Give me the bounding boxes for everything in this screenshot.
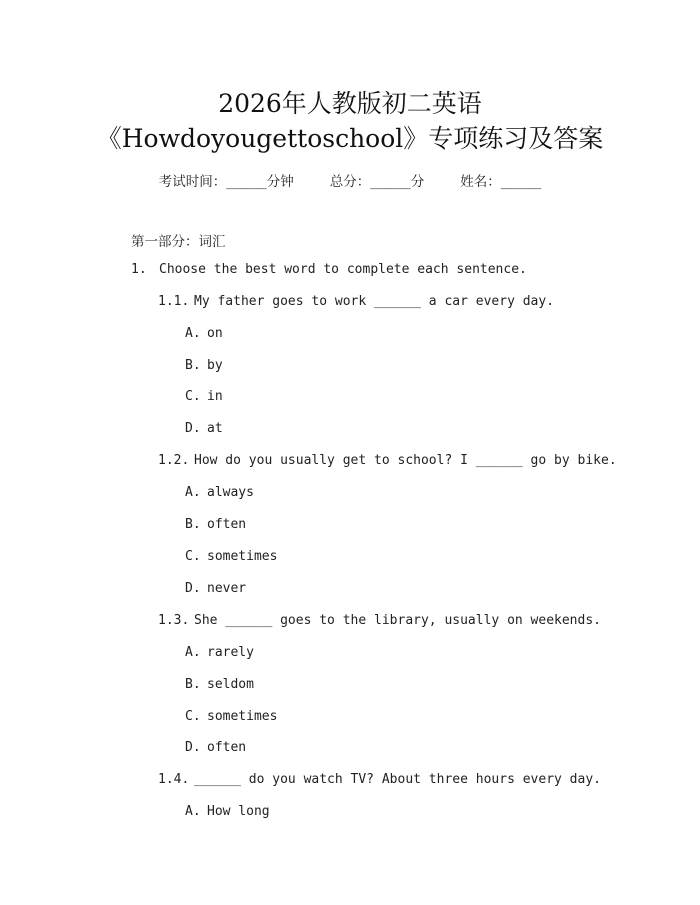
option-letter: B. [185, 517, 201, 532]
option[interactable] [185, 677, 254, 692]
subquestion-text: How do you usually get to school? I ______ go by bike. [194, 453, 617, 468]
option-letter: B. [185, 358, 201, 373]
option-letter: B. [185, 677, 201, 692]
option[interactable] [185, 517, 246, 532]
option-letter: D. [185, 740, 201, 755]
option-text: seldom [207, 677, 254, 692]
option[interactable] [185, 804, 270, 819]
option-text: on [207, 326, 223, 341]
title-line-1: 2026年人教版初二英语 [218, 89, 482, 118]
exam-time: 考试时间：______分钟 [158, 174, 294, 190]
option-letter: A. [185, 645, 201, 660]
option-letter: A. [185, 804, 201, 819]
section-heading: 第一部分：词汇 [131, 234, 226, 250]
option-text: never [207, 581, 247, 596]
option[interactable] [185, 358, 223, 373]
option-text: sometimes [207, 549, 278, 564]
option[interactable] [185, 326, 223, 341]
option-letter: C. [185, 389, 201, 404]
subquestion-number: 1.4. [158, 772, 190, 787]
option[interactable] [185, 740, 246, 755]
option-letter: C. [185, 549, 201, 564]
subquestion [158, 294, 554, 309]
question-1 [131, 262, 527, 277]
subquestion-text: She ______ goes to the library, usually on weekends. [194, 613, 601, 628]
question-number: 1. [131, 262, 147, 277]
title-line-2: 《Howdoyougettoschool》专项练习及答案 [96, 124, 604, 153]
subquestion-number: 1.2. [158, 453, 190, 468]
subquestion-text: ______ do you watch TV? About three hours every day. [194, 772, 601, 787]
option-text: How long [207, 804, 270, 819]
option[interactable] [185, 581, 246, 596]
subquestion-number: 1.1. [158, 294, 190, 309]
option-text: by [207, 358, 223, 373]
option[interactable] [185, 389, 223, 404]
option[interactable] [185, 549, 277, 564]
subquestion-text: My father goes to work ______ a car every day. [194, 294, 555, 309]
option-letter: D. [185, 421, 201, 436]
option-text: in [207, 389, 223, 404]
option[interactable] [185, 485, 254, 500]
subquestion-number: 1.3. [158, 613, 190, 628]
subquestion [158, 613, 601, 628]
option-text: often [207, 517, 247, 532]
option-letter: A. [185, 485, 201, 500]
subquestion [158, 453, 617, 468]
option-text: rarely [207, 645, 254, 660]
option[interactable] [185, 645, 254, 660]
question-text: Choose the best word to complete each sentence. [159, 262, 527, 277]
option-text: at [207, 421, 223, 436]
option-text: often [207, 740, 247, 755]
option[interactable] [185, 709, 277, 724]
exam-info [0, 170, 700, 190]
subquestion [158, 772, 601, 787]
option-letter: A. [185, 326, 201, 341]
exam-name: 姓名：______ [460, 174, 542, 190]
option-letter: D. [185, 581, 201, 596]
option-text: always [207, 485, 254, 500]
option-text: sometimes [207, 709, 278, 724]
exam-score: 总分：______分 [329, 174, 425, 190]
option[interactable] [185, 421, 223, 436]
option-letter: C. [185, 709, 201, 724]
